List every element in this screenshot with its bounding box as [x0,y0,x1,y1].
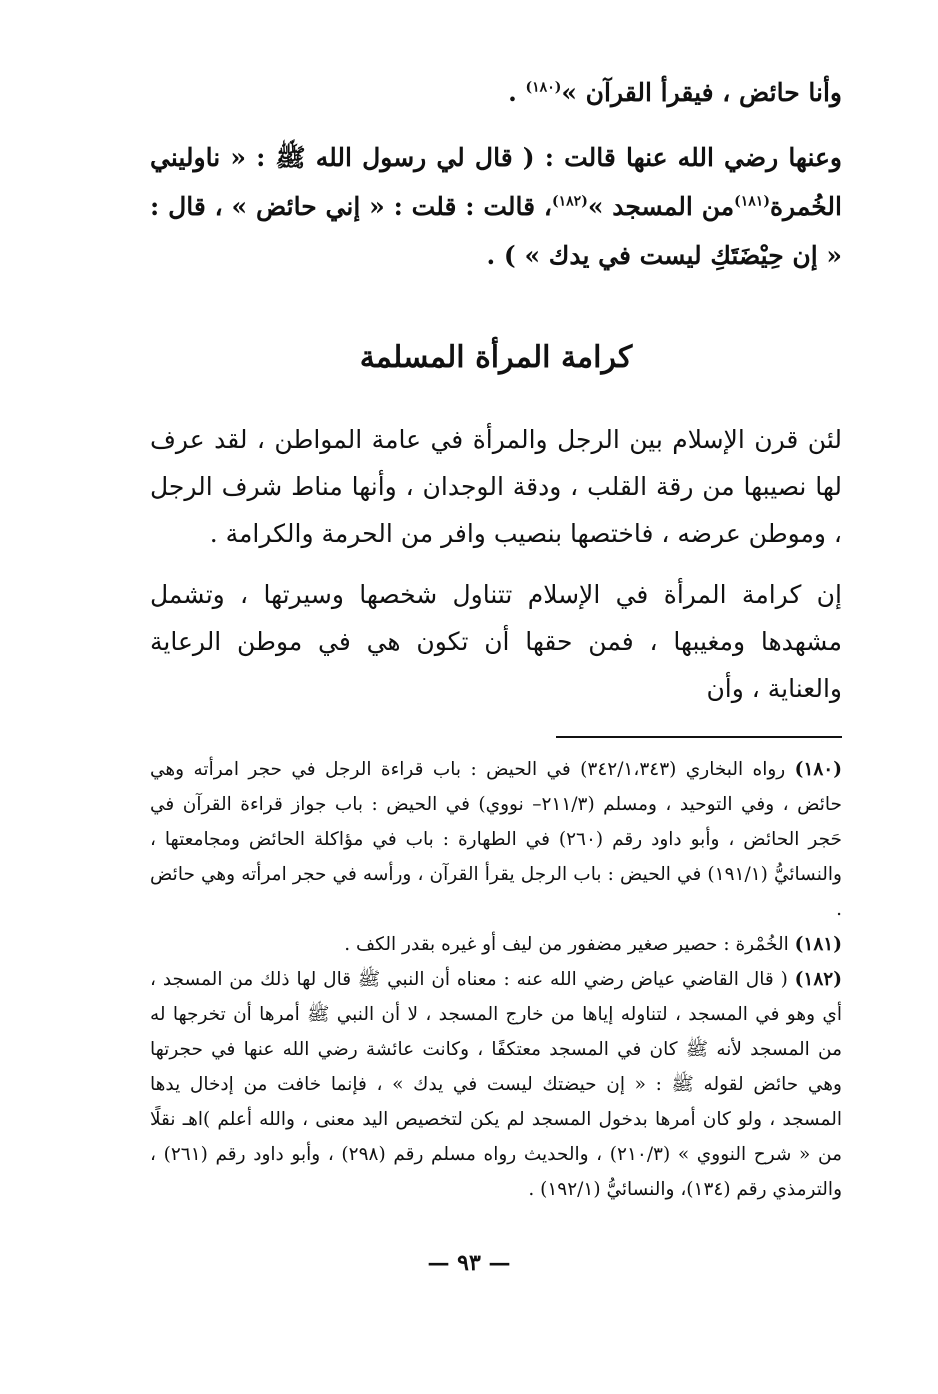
footnote-number: (١٨١) [794,934,842,955]
footnotes [150,752,842,1207]
footnote-182 [150,962,842,1207]
page-number: — ٩٣ — [427,1250,511,1276]
footnote-text: الخُمْرة : حصير صغير مضفور من ليف أو غيره بقدر الكف . [344,934,789,955]
footnote-text: رواه البخاري (٣٤٢/١،٣٤٣) في الحيض : باب قراءة الرجل في حجر امرأته وهي حائض ، وفي التوحيد ، ومسلم (٢١١/٣– نووي) في الحيض : باب جواز قراءة القرآن في حَجر الحائض ، وأبو داود رقم (٢٦٠) في الطهارة : باب في مؤاكلة الحائض ومجامعتها ، والنسائيُّ (١٩١/١) في الحيض : باب الرجل يقرأ القرآن ، ورأسه في حجر امرأته وهي حائض . [150,759,842,920]
footnote-number: (١٨٠) [794,759,843,780]
body-paragraph: إن كرامة المرأة في الإسلام تتناول شخصها وسيرتها ، وتشمل مشهدها ومغيبها ، فمن حقها أن تكون هي في موطن الرعاية والعناية ، وأن [150,580,842,703]
footnote-ref-180: (١٨٠) [525,79,562,96]
continuation-paragraph: وأنا حائض ، فيقرأ القرآن »$^{(١٨٠)}$ . [508,78,842,107]
footnote-text: ( قال القاضي عياض رضي الله عنه : معناه أن النبي ﷺ قال لها ذلك من المسجد ، أي وهو في المسجد ، لتناوله إياها من خارج المسجد ، لا أن النبي ﷺ أمرها أن تخرجها له من المسجد لأنه ﷺ كان في المسجد معتكفًا ، وكانت عائشة رضي الله عنها في حجرتها وهي حائض لقوله ﷺ : « إن حيضتك ليست في يدك » ، فإنما خافت من إدخال يدها المسجد ، ولو كان أمرها بدخول المسجد لم يكن لتخصيص اليد معنى ، والله أعلم )اهـ نقلًا من « شرح النووي » (٢١٠/٣) ، والحديث رواه مسلم رقم (٢٩٨) ، وأبو داود رقم (٢٦١) ، والترمذي رقم (١٣٤)، والنسائيُّ (١٩٢/١) . [150,969,843,1200]
footnote-number: (١٨٢) [794,969,842,990]
footnote-180 [150,752,842,927]
footnote-divider [556,736,842,738]
footnote-ref-182: (١٨٢) [552,193,588,210]
footnote-181 [150,927,842,962]
hadith-paragraph: وعنها رضي الله عنها قالت : ( قال لي رسول الله ﷺ : « ناوليني الخُمرة$^{(١٨١)}$من المسجد »$^{(١٨٢)}$، قالت : قلت : « إني حائض » ، قال : « إن حِيْضَتَكِ ليست في يدك » ) . [150,143,842,270]
body-paragraph: لئن قرن الإسلام بين الرجل والمرأة في عامة المواطن ، لقد عرف لها نصيبها من رقة القلب ، ودقة الوجدان ، وأنها مناط شرف الرجل ، وموطن عرضه ، فاختصها بنصيب وافر من الحرمة والكرامة . [150,425,842,548]
footnote-ref-181: (١٨١) [734,193,770,210]
section-title: كرامة المرأة المسلمة [359,340,633,375]
